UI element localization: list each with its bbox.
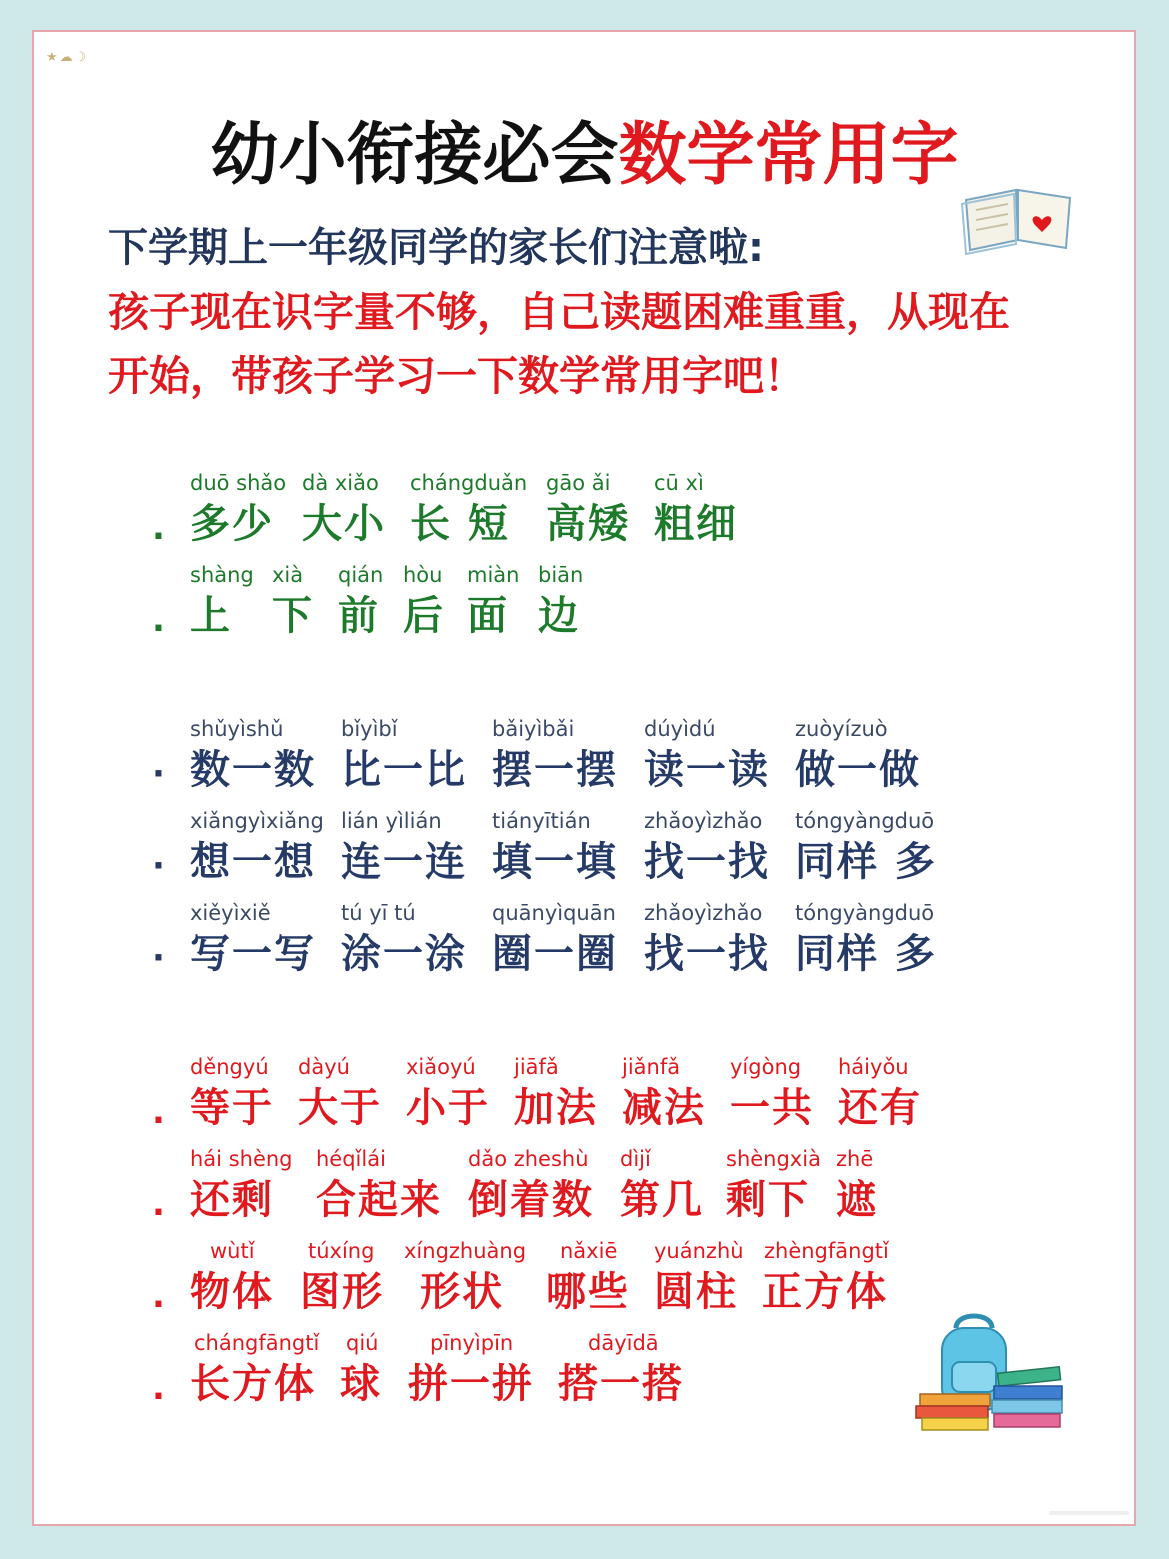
- pinyin: zhē: [836, 1147, 874, 1171]
- pinyin: cū xì: [654, 471, 704, 495]
- pinyin: lián yìlián: [341, 809, 442, 833]
- intro-text: 下学期上一年级同学的家长们注意啦:: [108, 225, 764, 271]
- pinyin: shèngxià: [726, 1147, 821, 1171]
- pinyin: zhǎoyìzhǎo: [644, 901, 763, 925]
- hanzi: 合起来: [316, 1177, 442, 1223]
- pinyin: chángduǎn: [410, 471, 528, 495]
- pinyin: xià: [272, 563, 304, 587]
- hanzi: 想一想: [190, 839, 316, 885]
- pinyin: biān: [538, 563, 584, 587]
- hanzi: 哪些: [546, 1269, 630, 1315]
- hanzi: 边: [538, 593, 580, 639]
- vocab-row: [0, 1054, 1169, 1144]
- pinyin: xiěyìxiě: [190, 901, 271, 925]
- row-bullet: .: [152, 1092, 165, 1132]
- row-bullet: ·: [152, 754, 165, 794]
- warning-line-1: 孩子现在识字量不够，自己读题困难重重，从现在: [108, 288, 1010, 336]
- hanzi: 圆柱: [654, 1269, 738, 1315]
- pinyin: zuòyízuò: [795, 717, 888, 741]
- pinyin: zhǎoyìzhǎo: [644, 809, 763, 833]
- hanzi: 小于: [406, 1085, 490, 1131]
- pinyin: túxíng: [308, 1239, 375, 1263]
- pinyin: dà xiǎo: [302, 471, 379, 495]
- pinyin: tiányītián: [492, 809, 591, 833]
- hanzi: 遮: [836, 1177, 878, 1223]
- pinyin: tóngyàngduō: [795, 809, 935, 833]
- hanzi: 后: [403, 593, 445, 639]
- hanzi: 还有: [838, 1085, 922, 1131]
- pinyin: tóngyàngduō: [795, 901, 935, 925]
- hanzi: 面: [467, 593, 509, 639]
- warning-line-2: 开始，带孩子学习一下数学常用字吧！: [108, 352, 805, 400]
- hanzi: 搭一搭: [558, 1361, 684, 1407]
- corner-decoration-icon: ★☁☽: [46, 50, 89, 65]
- hanzi: 减法: [622, 1085, 706, 1131]
- hanzi: 球: [340, 1361, 382, 1407]
- backpack-and-books-icon: [914, 1310, 1074, 1440]
- vocab-row: [0, 808, 1169, 898]
- hanzi: 读一读: [644, 747, 770, 793]
- hanzi: 摆一摆: [492, 747, 618, 793]
- hanzi: 多少: [190, 501, 274, 547]
- pinyin: wùtǐ: [210, 1239, 255, 1263]
- pinyin: chángfāngtǐ: [194, 1331, 320, 1355]
- pinyin: dàyú: [298, 1055, 350, 1079]
- hanzi: 加法: [514, 1085, 598, 1131]
- pinyin: yígòng: [730, 1055, 802, 1079]
- row-bullet: .: [152, 600, 165, 640]
- hanzi: 上: [190, 593, 232, 639]
- hanzi: 等于: [190, 1085, 274, 1131]
- pinyin: pīnyìpīn: [430, 1331, 514, 1355]
- vocab-row: [0, 470, 1169, 560]
- hanzi: 大小: [302, 501, 386, 547]
- open-book-icon: [958, 178, 1078, 258]
- hanzi: 第几: [620, 1177, 704, 1223]
- pinyin: jiǎnfǎ: [622, 1055, 681, 1079]
- pinyin: qián: [338, 563, 384, 587]
- pinyin: xiǎoyú: [406, 1055, 476, 1079]
- pinyin: háiyǒu: [838, 1055, 909, 1079]
- vocab-row: [0, 1146, 1169, 1236]
- hanzi: 同样 多: [795, 931, 937, 977]
- hanzi: 比一比: [341, 747, 467, 793]
- pinyin: hái shèng: [190, 1147, 293, 1171]
- pinyin: zhèngfāngtǐ: [764, 1239, 889, 1263]
- pinyin: dúyìdú: [644, 717, 716, 741]
- pinyin: gāo ǎi: [546, 471, 611, 495]
- hanzi: 图形: [300, 1269, 384, 1315]
- pinyin: děngyú: [190, 1055, 269, 1079]
- pinyin: tú yī tú: [341, 901, 416, 925]
- vocab-row: [0, 562, 1169, 652]
- hanzi: 物体: [190, 1269, 274, 1315]
- hanzi: 一共: [730, 1085, 814, 1131]
- hanzi: 填一填: [492, 839, 618, 885]
- row-bullet: ·: [152, 938, 165, 978]
- hanzi: 倒着数: [468, 1177, 594, 1223]
- pinyin: miàn: [467, 563, 520, 587]
- vocab-row: [0, 900, 1169, 990]
- title-part-black: 幼小衔接必会: [210, 116, 619, 195]
- hanzi: 写一写: [190, 931, 316, 977]
- hanzi: 拼一拼: [408, 1361, 534, 1407]
- hanzi: 同样 多: [795, 839, 937, 885]
- hanzi: 还剩: [190, 1177, 274, 1223]
- pinyin: bǎiyìbǎi: [492, 717, 575, 741]
- hanzi: 数一数: [190, 747, 316, 793]
- pinyin: shǔyìshǔ: [190, 717, 284, 741]
- hanzi: 圈一圈: [492, 931, 618, 977]
- watermark-icon: [1049, 1507, 1129, 1519]
- hanzi: 连一连: [341, 839, 467, 885]
- title-part-red: 数学常用字: [618, 116, 959, 195]
- hanzi: 做一做: [795, 747, 921, 793]
- vocab-row: [0, 716, 1169, 806]
- pinyin: jiāfǎ: [514, 1055, 559, 1079]
- hanzi: 粗细: [654, 501, 738, 547]
- pinyin: dāyīdā: [588, 1331, 659, 1355]
- pinyin: dìjǐ: [620, 1147, 651, 1171]
- hanzi: 找一找: [644, 839, 770, 885]
- hanzi: 前: [338, 593, 380, 639]
- hanzi: 形状: [420, 1269, 504, 1315]
- pinyin: bǐyìbǐ: [341, 717, 398, 741]
- row-bullet: .: [152, 508, 165, 548]
- hanzi: 下: [272, 593, 314, 639]
- hanzi: 找一找: [644, 931, 770, 977]
- row-bullet: .: [152, 1276, 165, 1316]
- pinyin: qiú: [346, 1331, 379, 1355]
- hanzi: 剩下: [726, 1177, 810, 1223]
- hanzi: 长方体: [190, 1361, 316, 1407]
- pinyin: nǎxiē: [560, 1239, 618, 1263]
- pinyin: yuánzhù: [654, 1239, 744, 1263]
- pinyin: xiǎngyìxiǎng: [190, 809, 324, 833]
- row-bullet: .: [152, 1368, 165, 1408]
- hanzi: 高矮: [546, 501, 630, 547]
- pinyin: hòu: [403, 563, 443, 587]
- hanzi: 大于: [298, 1085, 382, 1131]
- pinyin: duō shǎo: [190, 471, 287, 495]
- pinyin: xíngzhuàng: [404, 1239, 527, 1263]
- hanzi: 正方体: [762, 1269, 888, 1315]
- pinyin: quānyìquān: [492, 901, 616, 925]
- row-bullet: ·: [152, 846, 165, 886]
- pinyin: dǎo zheshù: [468, 1147, 589, 1171]
- pinyin: héqǐlái: [316, 1147, 386, 1171]
- pinyin: shàng: [190, 563, 254, 587]
- hanzi: 涂一涂: [341, 931, 467, 977]
- row-bullet: .: [152, 1184, 165, 1224]
- hanzi: 长 短: [410, 501, 510, 547]
